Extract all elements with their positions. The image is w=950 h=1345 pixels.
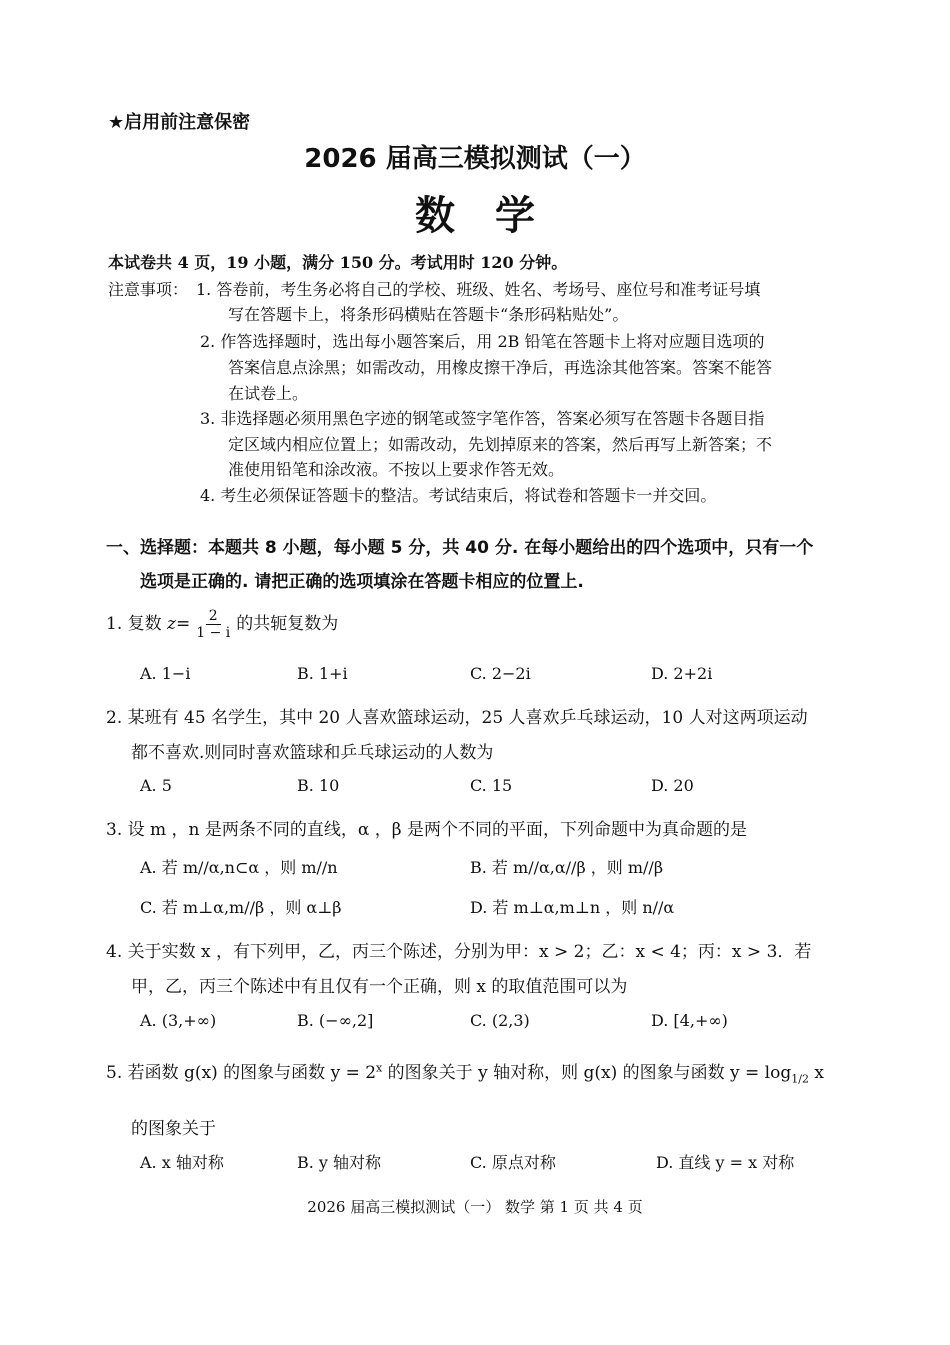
q1-option-a: A. 1−i	[140, 664, 191, 683]
q4-option-b: B. (−∞,2]	[297, 1011, 374, 1030]
q1-numerator: 2	[206, 608, 221, 625]
note-line: 在试卷上。	[228, 384, 309, 403]
q5-option-a: A. x 轴对称	[140, 1153, 224, 1172]
question-5-stem	[106, 1058, 824, 1085]
subject-title: 数学	[415, 193, 575, 239]
question-3-stem: 3. 设 m ，n 是两条不同的直线，α ，β 是两个不同的平面，下列命题中为真命题的是	[106, 820, 748, 840]
q5-text-c: x	[808, 1063, 824, 1083]
note-line: 答案信息点涂黑；如需改动，用橡皮擦干净后，再选涂其他答案。答案不能答	[228, 358, 773, 377]
section-heading: 一、选择题：本题共 8 小题，每小题 5 分，共 40 分. 在每小题给出的四个选项中，只有一个	[106, 538, 814, 558]
q4-option-c: C. (2,3)	[470, 1011, 530, 1030]
q3-option-d: D. 若 m⊥α,m⊥n ，则 n//α	[470, 898, 675, 917]
exam-title: 2026 届高三模拟测试（一）	[304, 144, 646, 174]
q4-option-d: D. [4,+∞)	[651, 1011, 728, 1030]
q2-option-c: C. 15	[470, 776, 513, 795]
q1-option-b: B. 1+i	[297, 664, 348, 683]
note-line: 准使用铅笔和涂改液。不按以上要求作答无效。	[228, 460, 565, 479]
question-2-stem: 2. 某班有 45 名学生，其中 20 人喜欢篮球运动，25 人喜欢乒乓球运动，10 人对这两项运动	[106, 708, 808, 728]
q3-option-b: B. 若 m//α,α//β ，则 m//β	[470, 858, 664, 877]
q1-denominator: 1 − i	[196, 625, 231, 641]
note-line: 4. 考生必须保证答题卡的整洁。考试结束后，将试卷和答题卡一并交回。	[200, 486, 717, 505]
q1-var: z	[167, 614, 176, 634]
q3-option-a: A. 若 m//α,n⊂α ，则 m//n	[140, 858, 338, 877]
notes-label: 注意事项：	[108, 280, 189, 299]
note-line: 1. 答卷前，考生务必将自己的学校、班级、姓名、考场号、座位号和准考证号填	[196, 280, 761, 299]
q5-text-b: 的图象关于 y 轴对称，则 g(x) 的图象与函数 y = log	[382, 1063, 792, 1083]
q2-option-b: B. 10	[297, 776, 340, 795]
q1-option-d: D. 2+2i	[651, 664, 713, 683]
q1-option-c: C. 2−2i	[470, 664, 531, 683]
exam-meta: 本试卷共 4 页，19 小题，满分 150 分。考试用时 120 分钟。	[108, 253, 568, 272]
page-footer: 2026 届高三模拟测试（一） 数学 第 1 页 共 4 页	[307, 1198, 643, 1216]
note-line: 3. 非选择题必须用黑色字迹的钢笔或签字笔作答，答案必须写在答题卡各题目指	[200, 409, 765, 428]
question-1-stem	[106, 608, 338, 641]
q5-text-a: 5. 若函数 g(x) 的图象与函数 y = 2	[106, 1063, 377, 1083]
q3-option-c: C. 若 m⊥α,m//β ，则 α⊥β	[140, 898, 342, 917]
q5-option-c: C. 原点对称	[470, 1153, 556, 1172]
q2-option-a: A. 5	[140, 776, 172, 795]
confidential-notice: ★启用前注意保密	[108, 112, 251, 133]
q1-eq: =	[176, 614, 191, 634]
q5-option-b: B. y 轴对称	[297, 1153, 382, 1172]
q2-option-d: D. 20	[651, 776, 694, 795]
section-heading-cont: 选项是正确的. 请把正确的选项填涂在答题卡相应的位置上.	[140, 572, 584, 592]
q1-prefix: 1. 复数	[106, 614, 162, 634]
q1-fraction	[193, 608, 233, 641]
q5-log-base: 1/2	[791, 1072, 809, 1086]
question-5-stem-cont: 的图象关于	[131, 1119, 216, 1139]
note-line: 定区域内相应位置上；如需改动，先划掉原来的答案，然后再写上新答案；不	[228, 435, 773, 454]
question-2-stem-cont: 都不喜欢.则同时喜欢篮球和乒乓球运动的人数为	[131, 743, 494, 763]
q1-suffix: 的共轭复数为	[236, 614, 339, 634]
q5-option-d: D. 直线 y = x 对称	[656, 1153, 795, 1172]
note-line: 写在答题卡上，将条形码横贴在答题卡“条形码粘贴处”。	[228, 305, 629, 324]
question-4-stem: 4. 关于实数 x ，有下列甲，乙，丙三个陈述，分别为甲：x > 2；乙：x < 4；丙：x > 3．若	[106, 942, 812, 962]
q5-exponent: x	[376, 1061, 383, 1075]
question-4-stem-cont: 甲，乙，丙三个陈述中有且仅有一个正确，则 x 的取值范围可以为	[131, 977, 628, 997]
note-line: 2. 作答选择题时，选出每小题答案后，用 2B 铅笔在答题卡上将对应题目选项的	[200, 332, 765, 351]
q4-option-a: A. (3,+∞)	[140, 1011, 217, 1030]
